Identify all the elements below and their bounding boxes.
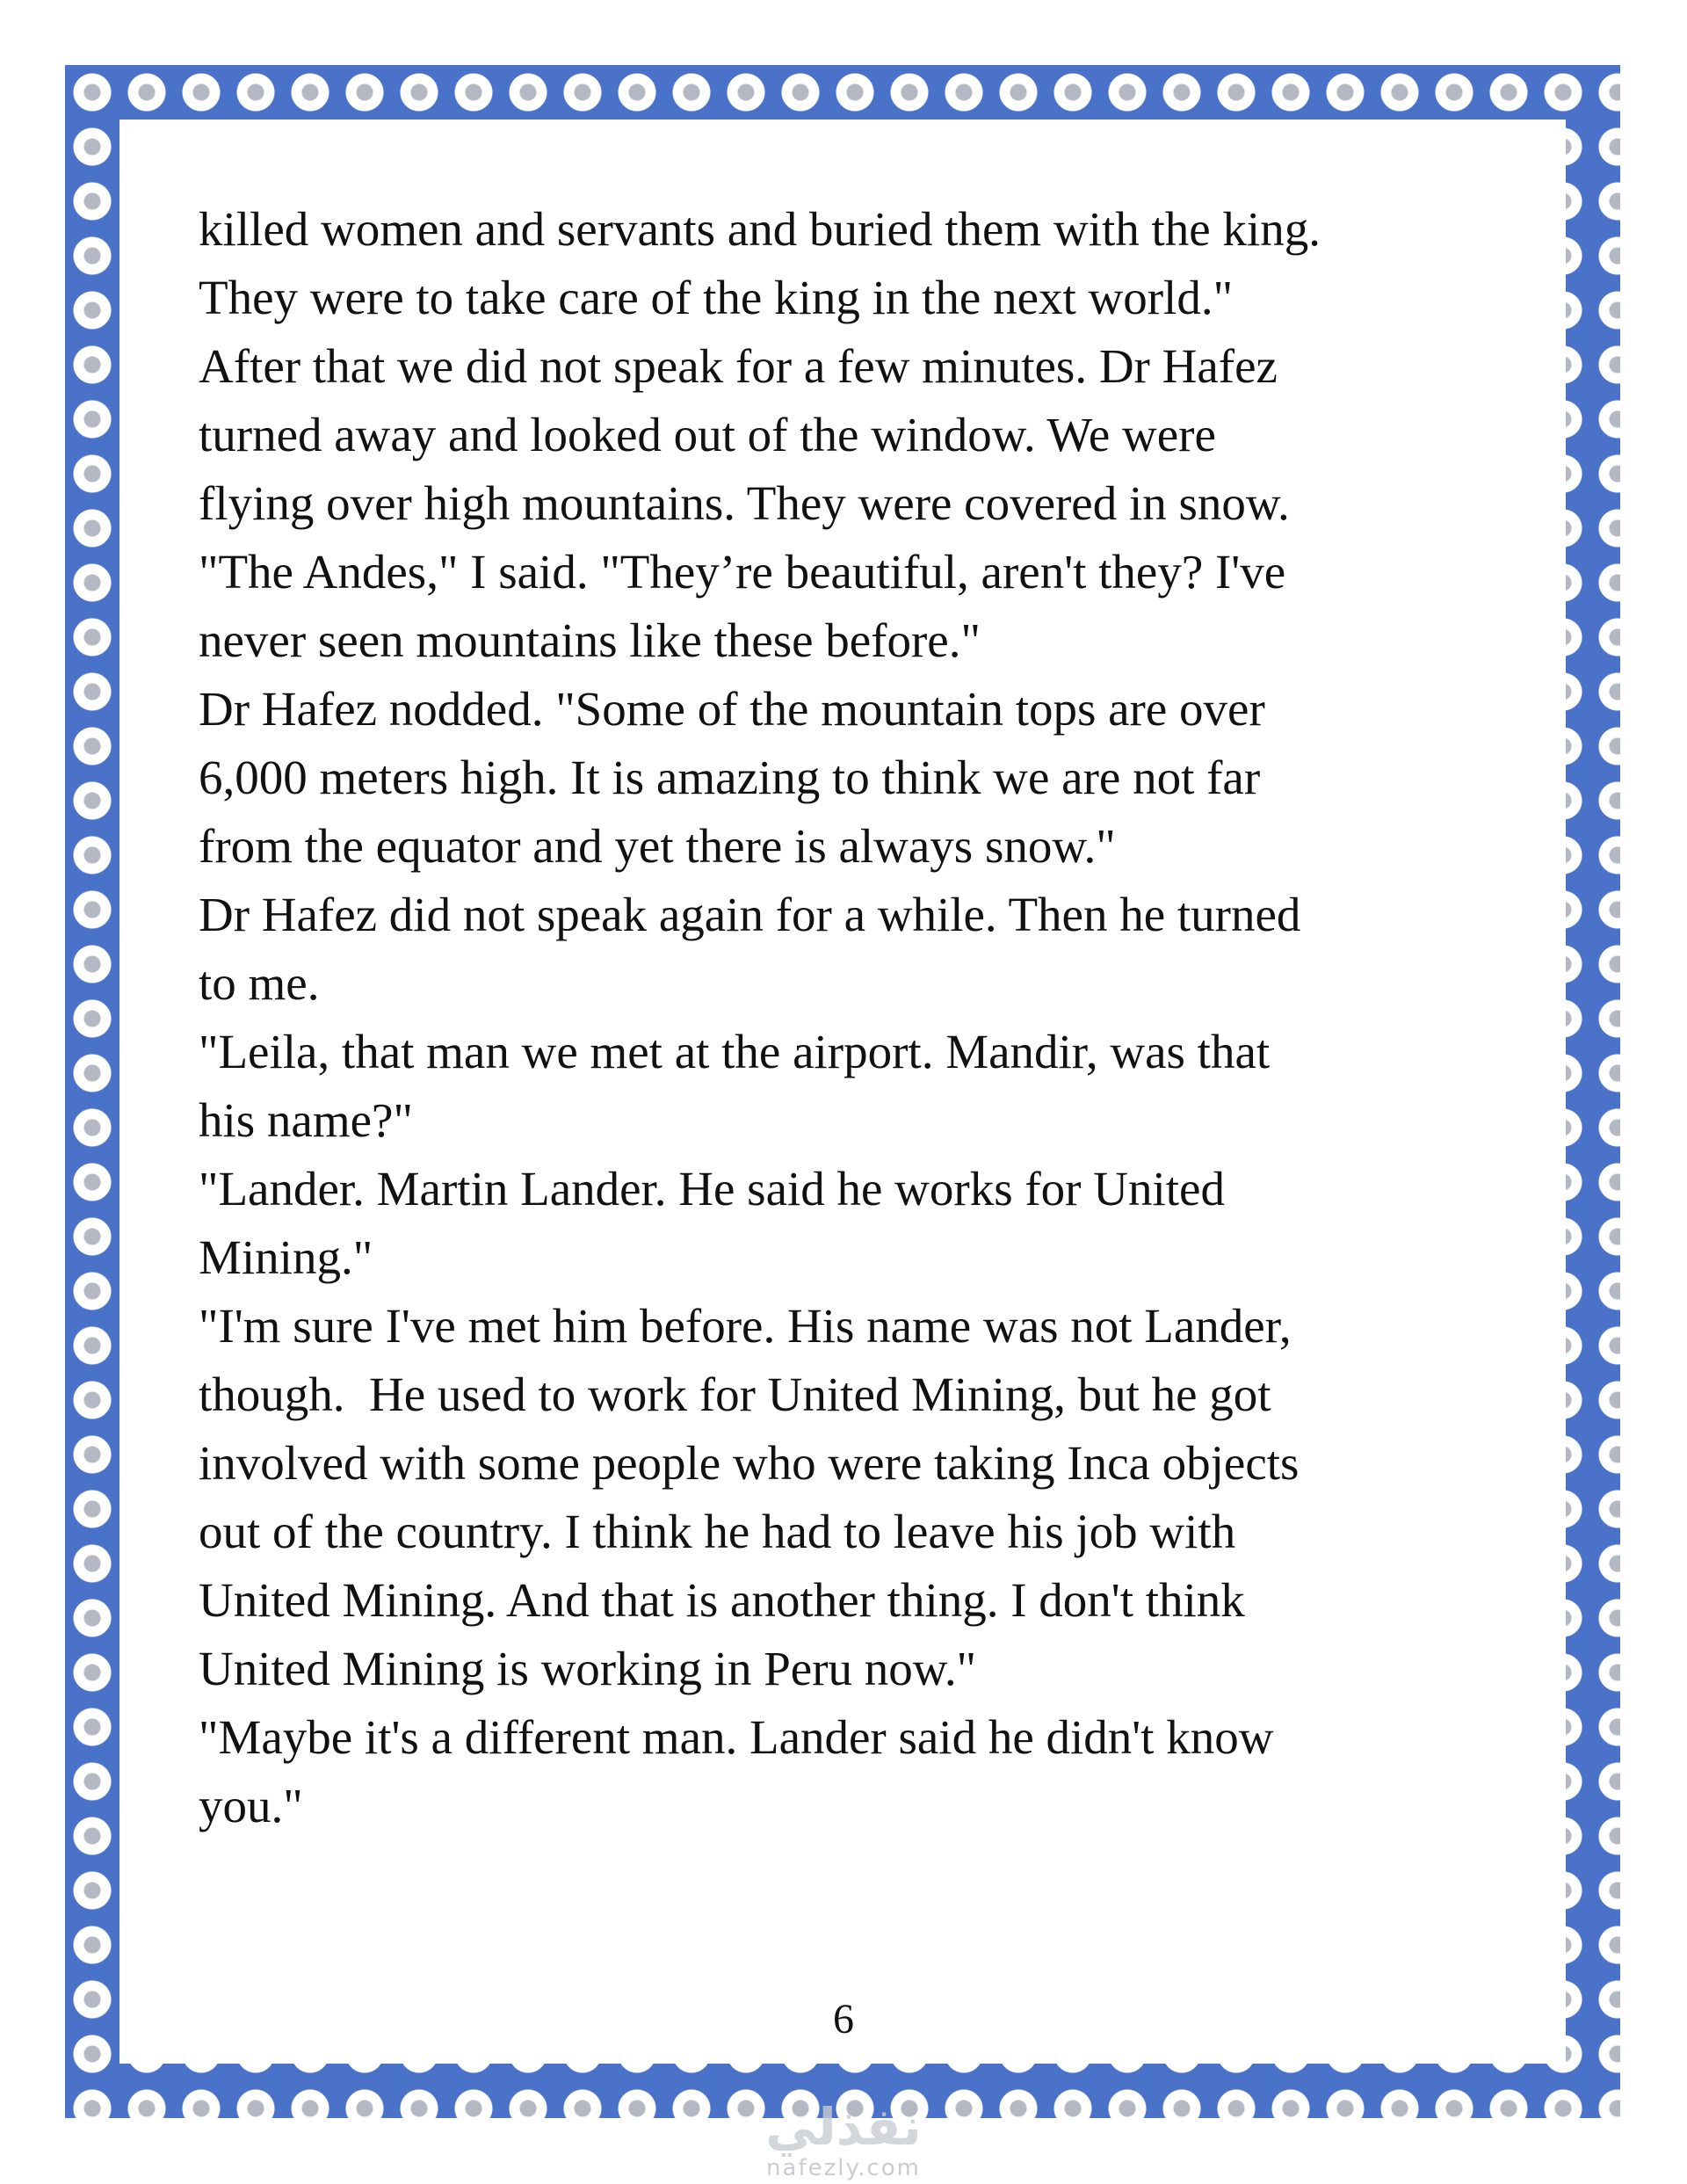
watermark-domain: nafezly.com [766, 2155, 921, 2181]
text-line: United Mining. And that is another thing. I don't think [199, 1573, 1245, 1627]
text-line: Mining." [199, 1230, 373, 1284]
watermark-logo: نفذلي [765, 2097, 922, 2157]
text-line: After that we did not speak for a few minutes. Dr Hafez [199, 339, 1278, 393]
text-line: involved with some people who were taking Inca objects [199, 1436, 1300, 1490]
text-line: Dr Hafez did not speak again for a while. Then he turned [199, 888, 1301, 941]
text-line: "I'm sure I've met him before. His name was not Lander, [199, 1299, 1292, 1353]
text-line: Dr Hafez nodded. "Some of the mountain tops are over [199, 682, 1265, 736]
text-line: flying over high mountains. They were covered in snow. [199, 476, 1290, 530]
page-number: 6 [833, 1996, 854, 2043]
text-line: though. He used to work for United Mining, but he got [199, 1368, 1271, 1421]
text-line: "Maybe it's a different man. Lander said he didn't know [199, 1710, 1274, 1764]
text-line: out of the country. I think he had to leave his job with [199, 1505, 1236, 1558]
text-line: "Leila, that man we met at the airport. Mandir, was that [199, 1025, 1271, 1078]
text-line: "Lander. Martin Lander. He said he works for United [199, 1162, 1225, 1215]
text-line: 6,000 meters high. It is amazing to think we are not far [199, 751, 1261, 804]
text-line: They were to take care of the king in the next world." [199, 271, 1234, 324]
text-line: killed women and servants and buried them with the king. [199, 202, 1321, 256]
watermark [0, 2099, 1687, 2181]
text-line: turned away and looked out of the window. We were [199, 408, 1216, 461]
text-line: you." [199, 1779, 303, 1832]
text-line: from the equator and yet there is always snow." [199, 819, 1116, 873]
text-line: never seen mountains like these before." [199, 613, 981, 667]
story-text [199, 195, 1499, 1840]
text-line: "The Andes," I said. "They’re beautiful, aren't they? I've [199, 545, 1286, 599]
text-line: United Mining is working in Peru now." [199, 1642, 977, 1695]
text-line: to me. [199, 956, 320, 1010]
text-line: his name?" [199, 1093, 413, 1147]
